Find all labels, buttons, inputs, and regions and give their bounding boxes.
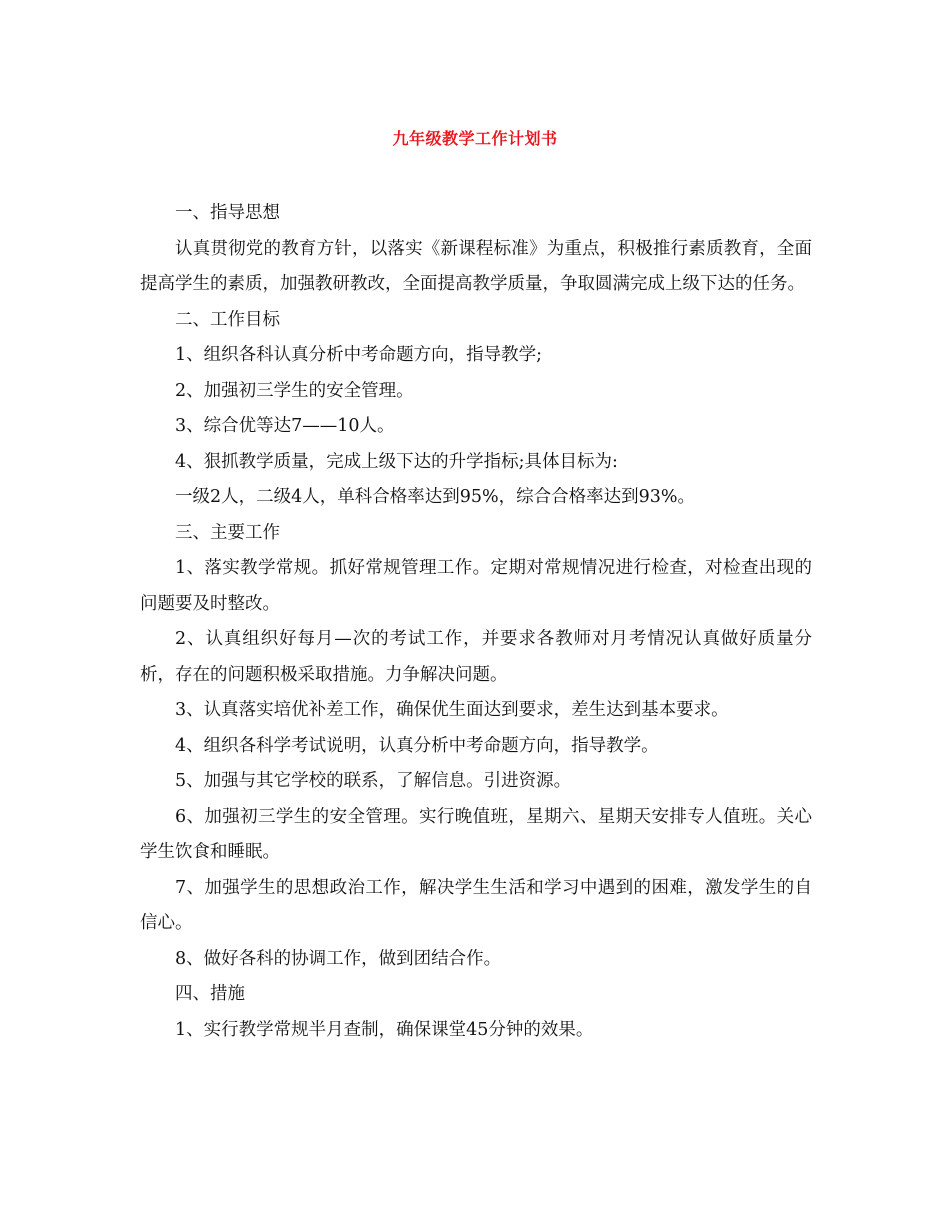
list-item: 7、加强学生的思想政治工作，解决学生生活和学习中遇到的困难，激发学生的自信心。 bbox=[140, 877, 812, 933]
document-title: 九年级教学工作计划书 bbox=[392, 129, 558, 148]
section-heading-guiding-ideology: 一、指导思想 bbox=[175, 203, 280, 223]
list-item: 8、做好各科的协调工作，做到团结合作。 bbox=[175, 948, 502, 969]
paragraph: 一级2人，二级4人，单科合格率达到95%，综合合格率达到93%。 bbox=[175, 487, 696, 507]
list-item: 3、认真落实培优补差工作，确保优生面达到要求，差生达到基本要求。 bbox=[175, 700, 729, 720]
document-body bbox=[140, 196, 812, 1048]
section-heading-measures: 四、措施 bbox=[175, 984, 245, 1004]
list-item: 3、综合优等达7——10人。 bbox=[175, 416, 395, 436]
list-item: 1、落实教学常规。抓好常规管理工作。定期对常规情况进行检查，对检查出现的问题要及时整改。 bbox=[140, 558, 812, 614]
list-item: 4、狠抓教学质量，完成上级下达的升学指标;具体目标为: bbox=[175, 451, 618, 472]
list-item: 5、加强与其它学校的联系，了解信息。引进资源。 bbox=[175, 771, 572, 791]
list-item: 6、加强初三学生的安全管理。实行晚值班，星期六、星期天安排专人值班。关心学生饮食和睡眠。 bbox=[140, 806, 812, 862]
paragraph: 认真贯彻党的教育方针，以落实《新课程标准》为重点，积极推行素质教育，全面提高学生的素质，加强教研教改，全面提高教学质量，争取圆满完成上级下达的任务。 bbox=[140, 238, 812, 294]
list-item: 2、加强初三学生的安全管理。 bbox=[175, 380, 414, 401]
section-heading-work-goals: 二、工作目标 bbox=[175, 309, 280, 330]
list-item: 1、组织各科认真分析中考命题方向，指导教学; bbox=[175, 345, 543, 365]
list-item: 1、实行教学常规半月查制，确保课堂45分钟的效果。 bbox=[175, 1019, 594, 1040]
section-heading-main-work: 三、主要工作 bbox=[175, 522, 280, 543]
list-item: 2、认真组织好每月—次的考试工作，并要求各教师对月考情况认真做好质量分析，存在的问题积极采取措施。力争解决问题。 bbox=[140, 629, 812, 685]
list-item: 4、组织各科学考试说明，认真分析中考命题方向，指导教学。 bbox=[175, 735, 659, 756]
